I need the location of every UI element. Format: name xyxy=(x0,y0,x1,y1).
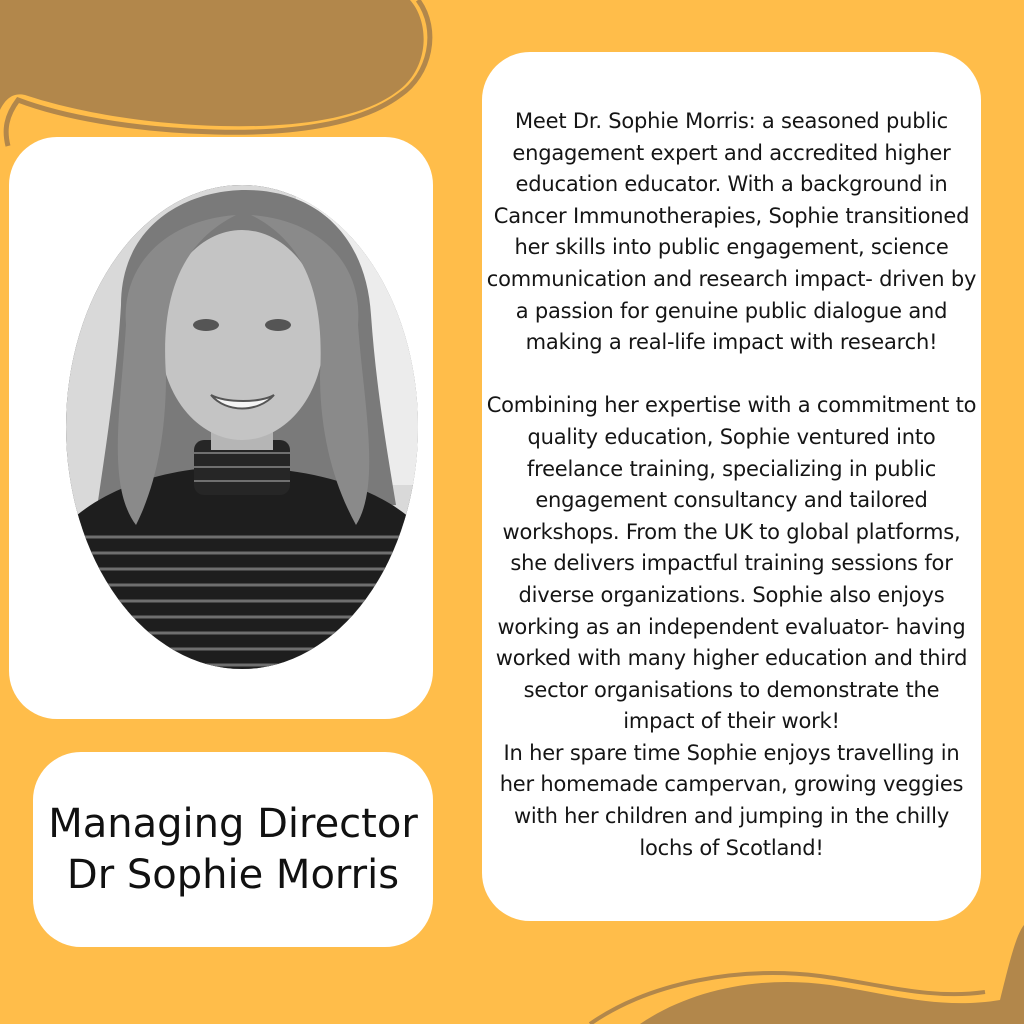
profile-photo xyxy=(66,185,418,669)
paragraph-spacer xyxy=(482,359,981,391)
photo-card xyxy=(9,137,433,719)
portrait-illustration xyxy=(66,185,418,669)
bio-paragraph-intro: Meet Dr. Sophie Morris: a seasoned public engagement expert and accredited higher education educator. With a background in Cancer Immunotherapies, Sophie transitioned her skills into public engagement, science communication and research impact- driven by a passion for genuine public dialogue and making a real-life impact with research! xyxy=(486,109,977,355)
bio-paragraph-career: Combining her expertise with a commitment to quality education, Sophie ventured into freelance training, specializing in public engagement consultancy and tailored workshops. From the UK to global platforms, she delivers impactful training sessions for diverse organizations. Sophie also enjoys working as an independent evaluator- having worked with many higher education and third sector organisations to demonstrate the impact of their work! xyxy=(486,393,977,734)
bio-card xyxy=(482,52,981,921)
bottom-right-blob xyxy=(640,925,1024,1024)
top-left-blob xyxy=(0,0,424,126)
job-title: Managing Director xyxy=(48,800,418,847)
person-name: Dr Sophie Morris xyxy=(66,851,400,898)
bio-paragraph-personal: In her spare time Sophie enjoys travelling in her homemade campervan, growing veggies with her children and jumping in the chilly lochs of Scotland! xyxy=(499,740,964,860)
title-card xyxy=(33,752,433,947)
